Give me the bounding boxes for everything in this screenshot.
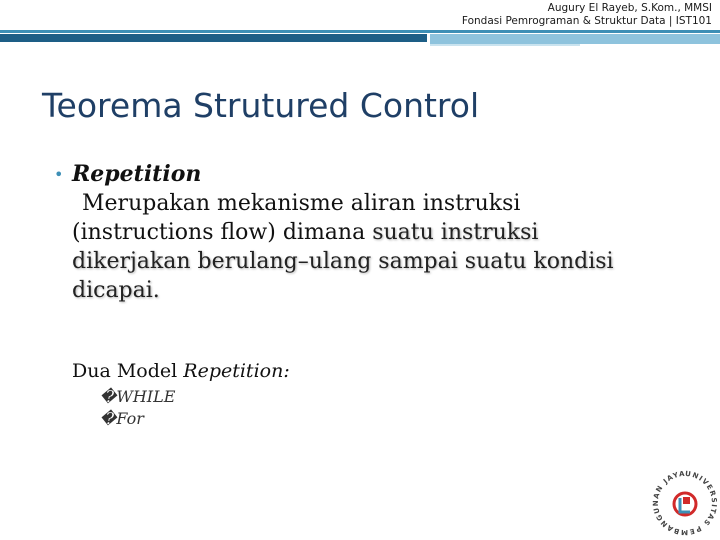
desc-line-2 xyxy=(72,218,696,247)
header-author: Augury El Rayeb, S.Kom., MMSI xyxy=(547,2,712,14)
models-heading xyxy=(72,357,696,386)
header-line xyxy=(0,30,720,33)
header-bar xyxy=(0,0,720,48)
header-text xyxy=(462,2,712,28)
desc-line-4: dicapai. xyxy=(72,278,160,303)
models-label: Dua Model xyxy=(72,360,184,382)
desc-line-1: Merupakan mekanisme aliran instruksi xyxy=(82,191,521,216)
header-block-left xyxy=(0,34,427,42)
header-block-right xyxy=(430,34,720,44)
header-course: Fondasi Pemrograman & Struktur Data | IST101 xyxy=(461,15,712,27)
logo-text: UNIVERSITAS PEMBANGUNAN JAYA xyxy=(651,469,719,537)
description xyxy=(72,189,696,305)
term-heading: Repetition xyxy=(72,161,202,187)
model-item-for: �For xyxy=(100,409,144,428)
model-item-while: �WHILE xyxy=(100,387,176,406)
models-term: Repetition: xyxy=(183,360,290,382)
desc-line-3: dikerjakan berulang–ulang sampai suatu kondisi xyxy=(72,249,614,274)
header-block-accent xyxy=(430,44,580,46)
slide-content xyxy=(56,160,696,430)
bullet-icon: • xyxy=(54,165,64,184)
desc-line-2b: suatu instruksi xyxy=(372,220,539,245)
desc-line-2a: (instructions flow) dimana xyxy=(72,220,373,245)
slide-title: Teorema Strutured Control xyxy=(42,86,480,125)
university-logo xyxy=(650,468,720,540)
